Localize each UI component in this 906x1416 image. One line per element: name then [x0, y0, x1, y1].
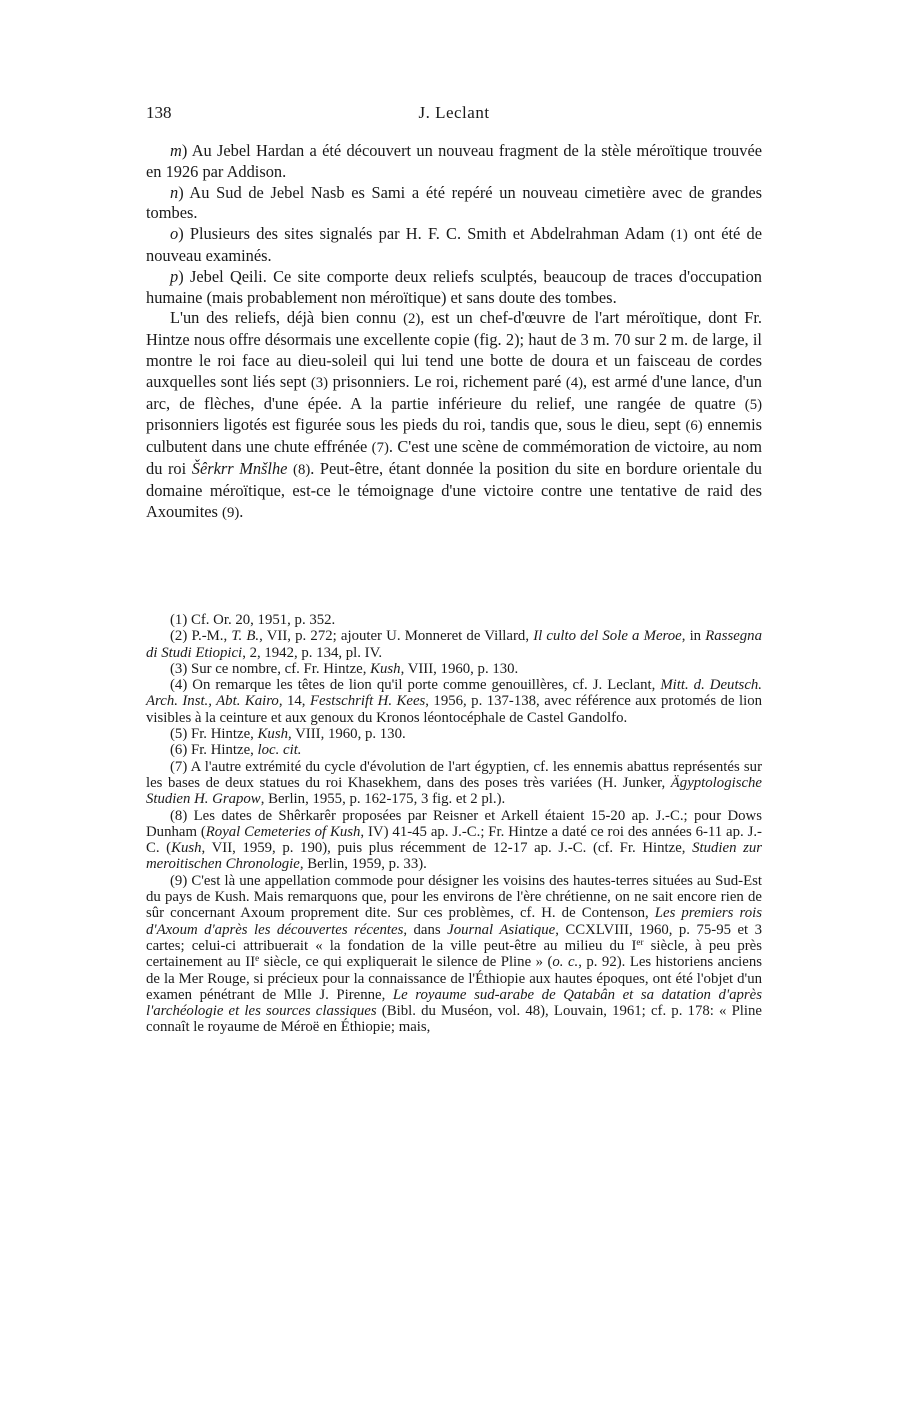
footnote-number: (3) — [170, 660, 188, 677]
footnote-number: (4) — [170, 677, 188, 694]
paragraph-m: m) Au Jebel Hardan a été découvert un nouveau fragment de la stèle méroïtique trouvée en 1926 par Addison. — [146, 141, 762, 181]
footnote-7: (7) A l'autre extrémité du cycle d'évolution de l'art égyptien, cf. les ennemis abattus représentés sur les bases de deux statues du roi Khasekhem, dans des poses très variées (H. Junker, Ägyptologische Studien H. Grapow, Berlin, 1955, p. 162-175, 3 fig. et 2 pl.). — [146, 758, 762, 808]
footnote-ref: (4) — [565, 374, 584, 391]
footnote-3: (3) Sur ce nombre, cf. Fr. Hintze, Kush, VIII, 1960, p. 130. — [170, 660, 519, 677]
footnote-ref: (8) — [293, 461, 311, 478]
list-letter: n — [170, 182, 179, 202]
king-name: Šêrkrr Mnšlhe — [191, 458, 288, 478]
list-letter: o — [170, 224, 179, 244]
footnote-ref: (6) — [685, 418, 703, 435]
footnote-6: (6) Fr. Hintze, loc. cit. — [170, 742, 302, 759]
footnote-number: (7) — [170, 758, 188, 775]
page-header — [146, 103, 762, 127]
list-letter: p — [170, 266, 179, 286]
paragraph-o: o) Plusieurs des sites signalés par H. F. C. Smith et Abdelrahman Adam (1) ont été de nouveau examinés. — [146, 224, 762, 265]
page-number: 138 — [146, 103, 172, 122]
paragraph-reliefs: L'un des reliefs, déjà bien connu (2), est un chef-d'œuvre de l'art méroïtique, dont Fr. Hintze nous offre désormais une excellente copie (fig. 2); haut de 3 m. 70 sur 2 m. de large, il montre le roi face au dieu-soleil qui lui tend une botte de doura et un faisceau de cordes auxquelles sont liés sept (3) prisonniers. Le roi, richement paré (4), est armé d'une lance, d'un arc, de flèches, d'une épée. A la partie inférieure du relief, une rangée de quatre (5) prisonniers ligotés est figurée sous les pieds du roi, tandis que, sous le dieu, sept (6) ennemis culbutent dans une chute effrénée (7). C'est une scène de commémoration de victoire, au nom du roi Šêrkrr Mnšlhe (8). Peut-être, étant donnée la position du site en bordure orientale du domaine méroïtique, est-ce le témoignage d'une victoire contre une tentative de raid des Axoumites (9). — [146, 308, 762, 521]
footnote-number: (6) — [170, 742, 188, 759]
footnote-5: (5) Fr. Hintze, Kush, VIII, 1960, p. 130. — [170, 726, 406, 743]
footnote-ref: (2) — [403, 311, 421, 328]
footnote-number: (2) — [170, 628, 188, 645]
footnote-ref: (1) — [670, 227, 688, 244]
paragraph-n: n) Au Sud de Jebel Nasb es Sami a été repéré un nouveau cimetière avec de grandes tombes. — [146, 182, 762, 223]
running-head: J. Leclant — [418, 103, 490, 122]
footnote-ref: (3) — [310, 374, 329, 391]
footnote-number: (9) — [170, 872, 188, 889]
footnotes — [146, 612, 762, 1036]
footnote-number: (5) — [170, 726, 188, 743]
footnote-ref: (7) — [371, 440, 389, 457]
footnote-number: (8) — [170, 807, 188, 824]
footnote-8: (8) Les dates de Shêrkarêr proposées par Reisner et Arkell étaient 15-20 ap. J.-C.; pour Dows Dunham (Royal Cemeteries of Kush, IV) 41-45 ap. J.-C.; Fr. Hintze a daté ce roi des années 6-11 ap. J.-C. (Kush, VII, 1959, p. 190), puis plus récemment de 12-17 ap. J.-C. (cf. Fr. Hintze, Studien zur meroitischen Chronologie, Berlin, 1959, p. 33). — [146, 807, 762, 873]
footnote-9: (9) C'est là une appellation commode pour désigner les voisins des hautes-terres situées au Sud-Est du pays de Kush. Mais remarquons que, pour les environs de l'ère chrétienne, on ne sait encore rien de sûr concernant Axoum proprement dite. Sur ces problèmes, cf. H. de Contenson, Les premiers rois d'Axoum d'après les découvertes récentes, dans Journal Asiatique, CCXLVIII, 1960, p. 75-95 et 3 cartes; celui-ci attribuerait « la fondation de la ville peut-être au milieu du Ier siècle, à peu près certainement au IIe siècle, ce qui expliquerait le silence de Pline » (o. c., p. 92). Les historiens anciens de la Mer Rouge, si précieux pour la connaissance de l'Éthiopie aux hautes époques, ont été l'objet d'un examen pénétrant de Mlle J. Pirenne, Le royaume sud-arabe de Qatabân et sa datation d'après l'archéologie et les sources classiques (Bibl. du Muséon, vol. 48), Louvain, 1961; cf. p. 178: « Pline connaît le royaume de Méroë en Éthiopie; mais, — [146, 872, 763, 1036]
footnote-2: (2) P.-M., T. B., VII, p. 272; ajouter U. Monneret de Villard, Il culto del Sole a Meroe, in Rassegna di Studi Etiopici, 2, 1942, p. 134, pl. IV. — [146, 628, 762, 661]
footnote-number: (1) — [170, 612, 188, 628]
paragraph-p: p) Jebel Qeili. Ce site comporte deux reliefs sculptés, beaucoup de traces d'occupation humaine (mais probablement non méroïtique) et sans doute des tombes. — [146, 266, 762, 307]
footnote-ref: (5) — [744, 396, 762, 413]
main-text — [146, 141, 762, 523]
footnote-4: (4) On remarque les têtes de lion qu'il porte comme genouillères, cf. J. Leclant, Mitt. d. Deutsch. Arch. Inst., Abt. Kairo, 14, Festschrift H. Kees, 1956, p. 137-138, avec référence aux protomés de lion visibles à la ceinture et aux genoux du Kronos léontocéphale de Castel Gandolfo. — [146, 677, 762, 726]
list-letter: m — [170, 141, 182, 160]
footnote-1: (1) Cf. Or. 20, 1951, p. 352. — [170, 612, 336, 628]
footnote-ref: (9) — [222, 504, 240, 521]
